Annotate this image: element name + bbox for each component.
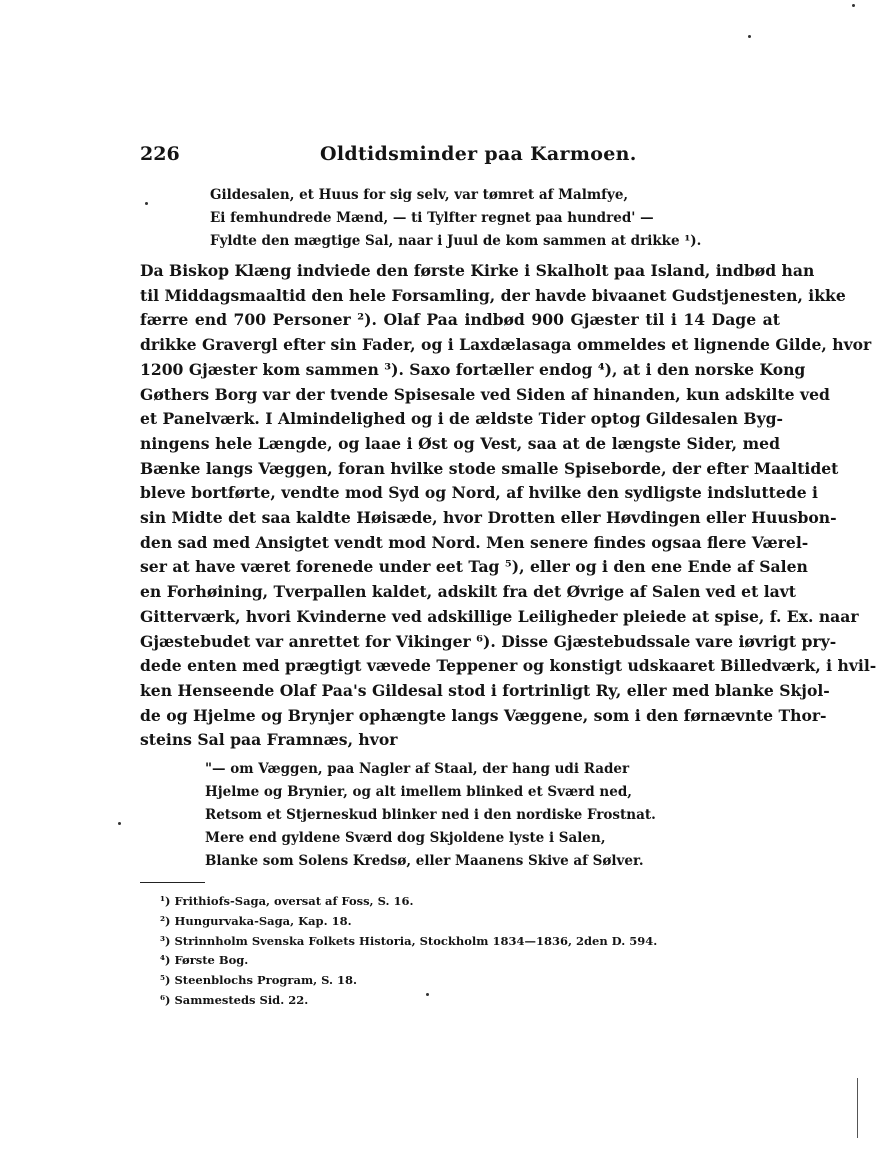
body-line: Gøthers Borg var der tvende Spisesale ved Siden af hinanden, kun adskilte ved [140, 384, 830, 404]
scan-speck [852, 4, 855, 7]
body-line: steins Sal paa Framnæs, hvor [140, 730, 398, 750]
verse-line: "— om Væggen, paa Nagler af Staal, der hang udi Rader [205, 761, 630, 777]
body-line: drikke Gravergl efter sin Fader, og i Laxdælasaga ommeldes et lignende Gilde, hvor [140, 335, 872, 355]
body-line: ningens hele Længde, og laae i Øst og Vest, saa at de længste Sider, med [140, 433, 780, 453]
running-title: Oldtidsminder paa Karmoen. [320, 143, 637, 165]
body-paragraph [140, 259, 876, 753]
body-line: den sad med Ansigtet vendt mod Nord. Men senere findes ogsaa flere Værel- [140, 532, 809, 552]
scan-speck [748, 35, 751, 38]
verse-line: Blanke som Solens Kredsø, eller Maanens Skive af Sølver. [205, 853, 644, 869]
footnotes [160, 892, 657, 1011]
footnote: ⁶) Sammesteds Sid. 22. [160, 992, 309, 1007]
body-line: en Forhøining, Tverpallen kaldet, adskilt fra det Øvrige af Salen ved et lavt [140, 582, 797, 602]
body-line: Da Biskop Klæng indviede den første Kirke i Skalholt paa Island, indbød han [140, 261, 815, 280]
verse-line: Hjelme og Brynier, og alt imellem blinked et Sværd ned, [205, 784, 632, 800]
body-line: Gjæstebudet var anrettet for Vikinger ⁶). Disse Gjæstebudssale vare iøvrigt pry- [140, 631, 837, 651]
body-line: et Panelværk. I Almindelighed og i de ældste Tider optog Gildesalen Byg- [140, 409, 784, 429]
body-line: 1200 Gjæster kom sammen ³). Saxo fortæller endog ⁴), at i den norske Kong [140, 359, 806, 379]
scan-speck [426, 993, 429, 996]
footnote: ⁴) Første Bog. [160, 953, 249, 968]
footnote: ¹) Frithiofs-Saga, oversat af Foss, S. 16. [160, 894, 414, 908]
verse-line: Mere end gyldene Sværd dog Skjoldene lyste i Salen, [205, 830, 606, 846]
footnote: ⁵) Steenblochs Program, S. 18. [160, 973, 358, 988]
footnote: ³) Strinnholm Svenska Folkets Historia, Stockholm 1834—1836, 2den D. 594. [160, 933, 658, 948]
body-line: Bænke langs Væggen, foran hvilke stode smalle Spiseborde, der efter Maaltidet [140, 458, 839, 478]
footnote-divider [140, 882, 205, 883]
footnote: ²) Hungurvaka-Saga, Kap. 18. [160, 913, 352, 928]
body-line: Gitterværk, hvori Kvinderne ved adskillige Leiligheder pleiede at spise, f. Ex. naar [140, 606, 859, 626]
body-line: bleve bortførte, vendte mod Syd og Nord, af hvilke den sydligste indsluttede i [140, 483, 818, 503]
verse-quote-bottom [205, 758, 656, 873]
verse-line: Fyldte den mægtige Sal, naar i Juul de kom sammen at drikke ¹). [210, 233, 702, 249]
scan-speck [145, 202, 148, 205]
scan-speck [118, 822, 121, 825]
body-line: ser at have været forenede under eet Tag ⁵), eller og i den ene Ende af Salen [140, 557, 808, 577]
body-line: de og Hjelme og Brynjer ophængte langs Væggene, som i den førnævnte Thor- [140, 705, 827, 725]
verse-line: Retsom et Stjerneskud blinker ned i den nordiske Frostnat. [205, 807, 656, 823]
body-line: til Middagsmaaltid den hele Forsamling, der havde bivaanet Gudstjenesten, ikke [140, 285, 846, 305]
verse-line: Gildesalen, et Huus for sig selv, var tømret af Malmfye, [210, 187, 629, 203]
body-line: sin Midte det saa kaldte Høisæde, hvor Drotten eller Høvdingen eller Huusbon- [140, 508, 837, 528]
body-line: ken Henseende Olaf Paa's Gildesal stod i fortrinligt Ry, eller med blanke Skjol- [140, 680, 830, 700]
body-line: færre end 700 Personer ²). Olaf Paa indbød 900 Gjæster til i 14 Dage at [140, 310, 780, 330]
scan-edge-mark [857, 1078, 858, 1138]
verse-line: Ei femhundrede Mænd, — ti Tylfter regnet paa hundred' — [210, 210, 654, 226]
page-header [140, 143, 780, 173]
page-number: 226 [140, 143, 180, 165]
body-line: dede enten med prægtigt vævede Teppener og konstigt udskaaret Billedværk, i hvil- [140, 656, 876, 676]
verse-quote-top [210, 184, 701, 253]
